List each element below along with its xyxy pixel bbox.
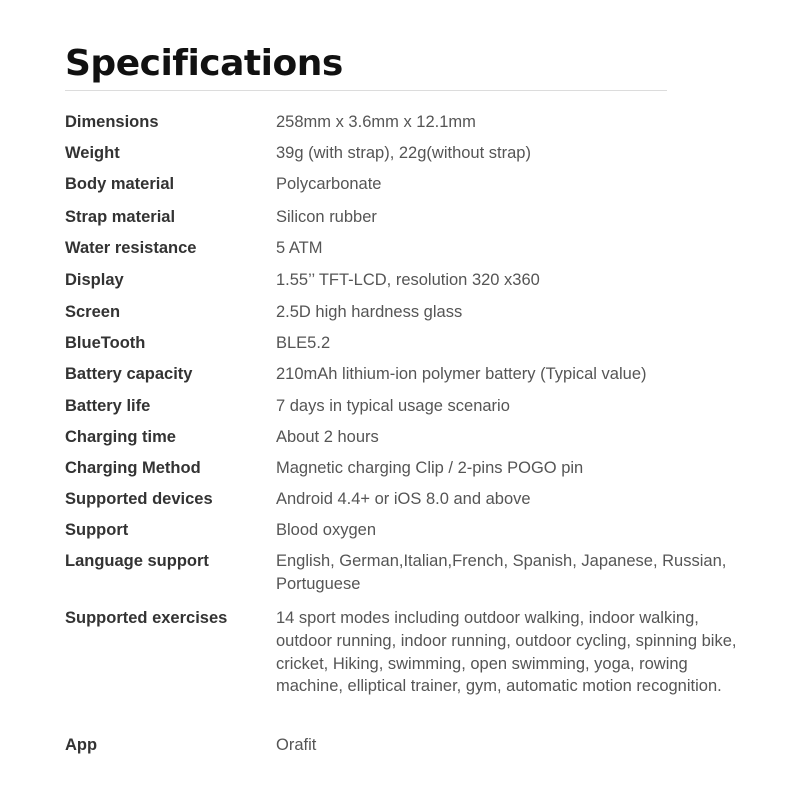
spec-value: 5 ATM bbox=[276, 239, 323, 257]
spec-label: Strap material bbox=[65, 208, 176, 226]
spec-label: Body material bbox=[65, 175, 175, 193]
spec-row-supported-devices bbox=[65, 488, 745, 511]
spec-label: Battery capacity bbox=[65, 365, 193, 383]
spec-row-language-support bbox=[65, 550, 745, 596]
spec-value: Blood oxygen bbox=[276, 521, 376, 539]
spec-value: Magnetic charging Clip / 2-pins POGO pin bbox=[276, 459, 584, 477]
spec-row-supported-exercises bbox=[65, 607, 745, 698]
spec-row-body-material bbox=[65, 173, 745, 196]
spec-row-charging-method bbox=[65, 457, 745, 480]
spec-row-bluetooth bbox=[65, 332, 745, 355]
spec-value: Polycarbonate bbox=[276, 175, 382, 193]
spec-row-display bbox=[65, 269, 745, 292]
spec-label: Water resistance bbox=[65, 239, 197, 257]
spec-row-charging-time bbox=[65, 426, 745, 449]
spec-label: Weight bbox=[65, 144, 120, 162]
spec-row-battery-life bbox=[65, 395, 745, 418]
spec-value: 7 days in typical usage scenario bbox=[276, 397, 510, 415]
spec-row-water-resistance bbox=[65, 237, 745, 260]
spec-row-support bbox=[65, 519, 745, 542]
spec-value: About 2 hours bbox=[276, 428, 379, 446]
spec-label: Screen bbox=[65, 303, 121, 321]
spec-label: Supported exercises bbox=[65, 609, 228, 627]
spec-value: Android 4.4+ or iOS 8.0 and above bbox=[276, 490, 531, 508]
page-title: Specifications bbox=[65, 43, 343, 84]
spec-row-dimensions bbox=[65, 111, 745, 134]
spec-value: 2.5D high hardness glass bbox=[276, 303, 463, 321]
spec-value: BLE5.2 bbox=[276, 334, 331, 352]
spec-value: Orafit bbox=[276, 736, 317, 754]
spec-label: BlueTooth bbox=[65, 334, 146, 352]
spec-row-app bbox=[65, 734, 745, 757]
spec-label: Charging Method bbox=[65, 459, 201, 477]
spec-label: Support bbox=[65, 521, 129, 539]
spec-label: App bbox=[65, 736, 98, 754]
spec-value: 1.55’’ TFT-LCD, resolution 320 x360 bbox=[276, 271, 540, 289]
spec-row-weight bbox=[65, 142, 745, 165]
spec-row-screen bbox=[65, 301, 745, 324]
spec-row-strap-material bbox=[65, 206, 745, 229]
spec-value: 258mm x 3.6mm x 12.1mm bbox=[276, 113, 476, 131]
spec-label: Dimensions bbox=[65, 113, 159, 131]
title-divider bbox=[65, 90, 667, 91]
spec-value: English, German,Italian,French, Spanish, Japanese, Russian, Portuguese bbox=[276, 552, 727, 593]
spec-label: Supported devices bbox=[65, 490, 213, 508]
spec-label: Display bbox=[65, 271, 124, 289]
spec-row-battery-capacity bbox=[65, 363, 745, 386]
spec-value: 14 sport modes including outdoor walking, indoor walking, outdoor running, indoor running, outdoor cycling, spinning bike, cricket, Hiking, swimming, open swimming, yoga, rowing machine, elliptical trainer, gym, automatic motion recognition. bbox=[276, 609, 737, 696]
spec-value: 210mAh lithium-ion polymer battery (Typical value) bbox=[276, 365, 647, 383]
spec-label: Battery life bbox=[65, 397, 151, 415]
spec-label: Charging time bbox=[65, 428, 176, 446]
spec-value: Silicon rubber bbox=[276, 208, 377, 226]
spec-value: 39g (with strap), 22g(without strap) bbox=[276, 144, 531, 162]
spec-label: Language support bbox=[65, 552, 209, 570]
